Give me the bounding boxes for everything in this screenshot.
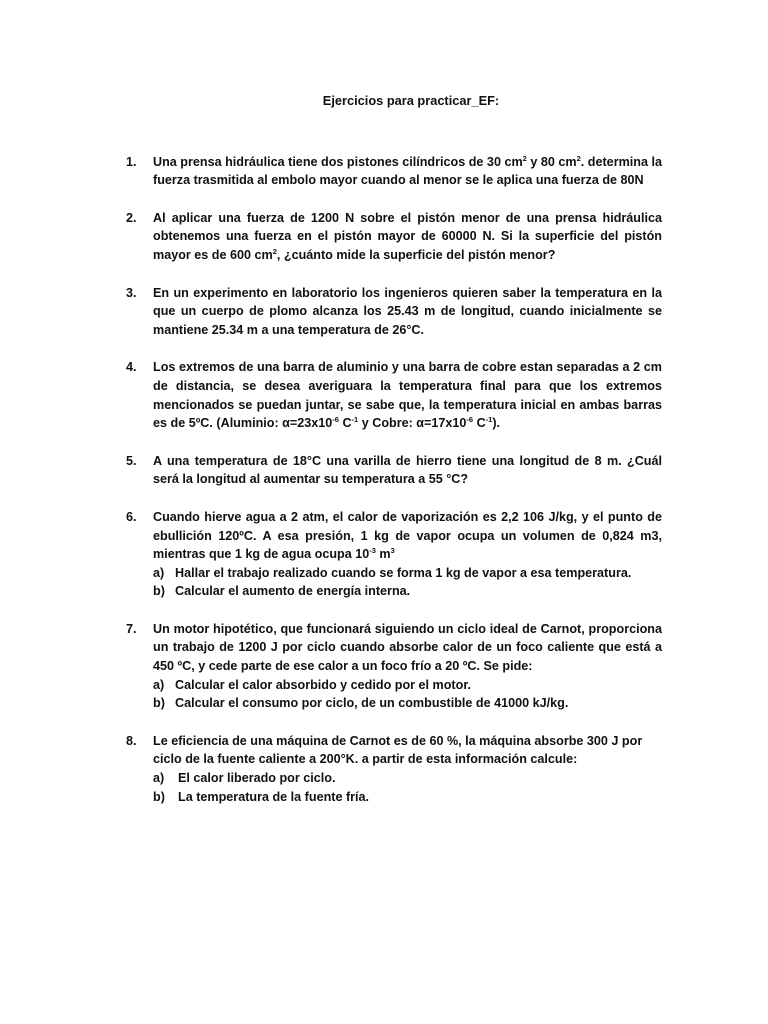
superscript: -6	[332, 415, 339, 425]
sub-question-b	[153, 582, 662, 601]
exercise-8	[126, 732, 662, 806]
sub-label: b)	[153, 696, 165, 711]
exercise-5	[126, 452, 662, 489]
superscript: 2	[272, 246, 277, 256]
superscript: 3	[390, 546, 395, 556]
exercise-number: 5.	[126, 453, 137, 468]
text-part: y Cobre: α=17x10	[358, 416, 467, 431]
exercise-text: Le eficiencia de una máquina de Carnot es de 60 %, la máquina absorbe 300 J por ciclo de la fuente caliente a 200°K. a partir de esta información calcule:	[153, 733, 643, 767]
superscript: 2	[522, 153, 527, 163]
text-part: C	[473, 416, 486, 431]
exercise-text	[153, 153, 662, 190]
exercise-text: A una temperatura de 18°C una varilla de hierro tiene una longitud de 8 m. ¿Cuál será la longitud al aumentar su temperatura a 55 °C?	[153, 453, 662, 487]
exercise-4	[126, 358, 662, 432]
text-part: Al aplicar una fuerza de 1200 N sobre el pistón menor de una prensa hidráulica obtenemos una fuerza en el pistón mayor de 60000 N. Si la superficie del pistón mayor es de 600 cm	[153, 210, 662, 262]
exercise-number: 8.	[126, 733, 137, 748]
sub-label: b)	[153, 789, 165, 804]
sub-label: a)	[153, 677, 165, 692]
exercise-number: 4.	[126, 360, 137, 375]
exercise-number: 7.	[126, 621, 137, 636]
sub-question-a	[153, 769, 662, 788]
superscript: -6	[466, 415, 474, 425]
text-part: m	[375, 547, 391, 562]
sub-text: Calcular el aumento de energía interna.	[175, 584, 411, 599]
sub-label: b)	[153, 584, 165, 599]
text-part: . determina la fuerza trasmitida al embolo mayor cuando al menor se le aplica una fuerza de 80N	[153, 154, 662, 188]
exercise-text	[153, 358, 662, 432]
text-part: C	[338, 416, 352, 431]
exercise-1	[126, 153, 662, 190]
sub-question-a	[153, 564, 662, 583]
sub-text: El calor liberado por ciclo.	[178, 771, 336, 786]
sub-question-b	[153, 694, 662, 713]
sub-label: a)	[153, 565, 165, 580]
text-part: Cuando hierve agua a 2 atm, el calor de vaporización es 2,2 106 J/kg, y el punto de ebullición 120ºC. A esa presión, 1 kg de vapor ocupa un volumen de 0,824 m3, mientras que 1 kg de agua ocupa 10	[153, 509, 662, 562]
text-part: y 80 cm	[526, 154, 577, 169]
text-part: Una prensa hidráulica tiene dos pistones cilíndricos de 30 cm	[153, 154, 523, 169]
exercise-number: 2.	[126, 210, 137, 225]
text-part: ).	[492, 416, 501, 431]
sub-question-a	[153, 676, 662, 695]
sub-label: a)	[153, 771, 165, 786]
exercise-3	[126, 284, 662, 340]
exercise-6	[126, 508, 662, 601]
text-part: , ¿cuánto mide la superficie del pistón menor?	[276, 247, 556, 262]
sub-text: Calcular el calor absorbido y cedido por el motor.	[175, 677, 472, 692]
superscript: -3	[369, 546, 376, 556]
sub-text: La temperatura de la fuente fría.	[178, 789, 370, 804]
exercise-number: 3.	[126, 285, 137, 300]
exercise-number: 6.	[126, 509, 137, 524]
exercise-text	[153, 209, 662, 265]
superscript: 2	[576, 153, 581, 163]
sub-question-b	[153, 788, 662, 807]
superscript: -1	[351, 415, 359, 425]
exercise-text	[153, 508, 662, 564]
exercise-2	[126, 209, 662, 265]
sub-text: Hallar el trabajo realizado cuando se forma 1 kg de vapor a esa temperatura.	[175, 565, 632, 580]
text-part: Los extremos de una barra de aluminio y una barra de cobre estan separadas a 2 cm de distancia, se desea averiguara la temperatura final para que los extremos mencionados se puedan juntar, se sabe que, la temperatura inicial en ambas barras es de 5ºC. (Aluminio: α=23x10	[153, 360, 662, 431]
exercise-text: En un experimento en laboratorio los ingenieros quieren saber la temperatura en la que un cuerpo de plomo alcanza los 25.43 m de longitud, cuando inicialmente se mantiene 25.34 m a una temperatura de 26°C.	[153, 285, 662, 337]
page-title: Ejercicios para practicar_EF:	[322, 93, 500, 108]
exercise-number: 1.	[126, 154, 137, 169]
sub-text: Calcular el consumo por ciclo, de un combustible de 41000 kJ/kg.	[175, 696, 569, 711]
exercise-text: Un motor hipotético, que funcionará siguiendo un ciclo ideal de Carnot, proporciona un trabajo de 1200 J por ciclo cuando absorbe calor de un foco caliente que está a 450 ºC, y cede parte de ese calor a un foco frío a 20 ºC. Se pide:	[153, 621, 662, 674]
superscript: -1	[485, 415, 493, 425]
exercise-7	[126, 620, 662, 713]
